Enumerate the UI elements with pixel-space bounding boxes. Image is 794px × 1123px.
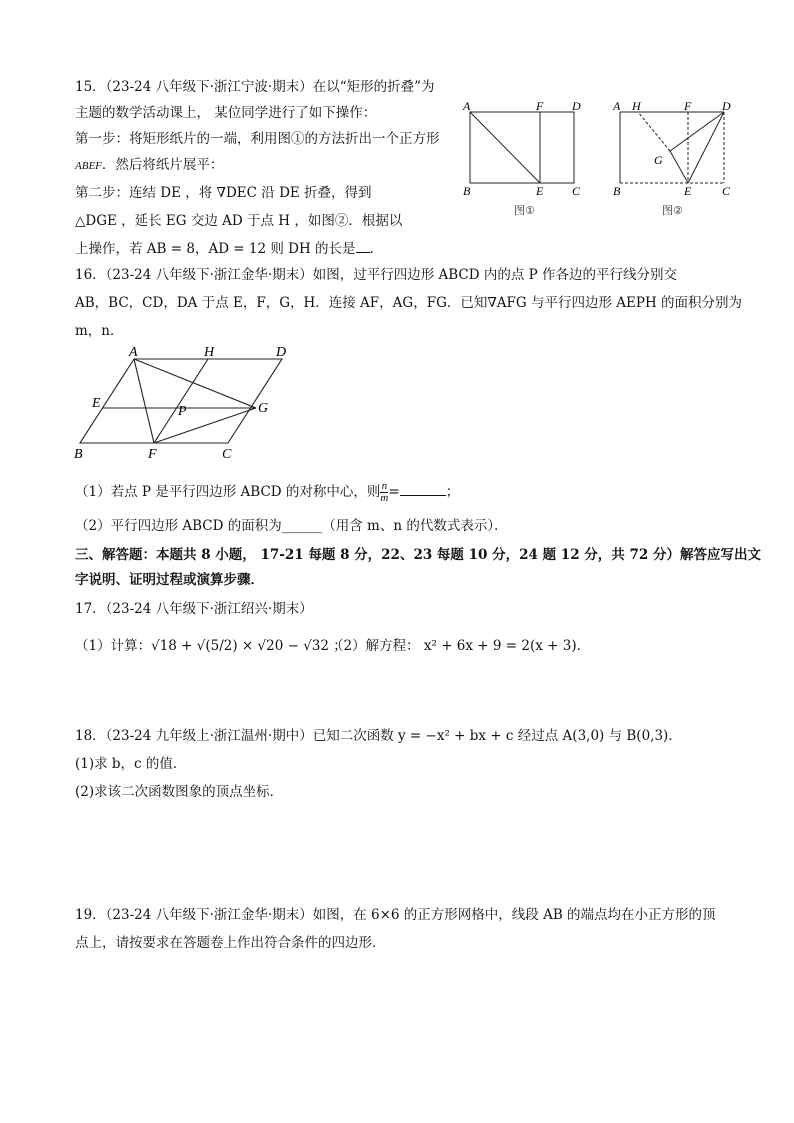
q18-part-1: (1)求 b，c 的值． — [75, 756, 187, 772]
fig1-rect-top — [470, 112, 574, 183]
q17-part-1: （1）计算：√18 + √(5/2) × √20 − √32 ； — [75, 638, 347, 654]
fig2-label-h: H — [632, 99, 641, 113]
q16-sub-1 — [75, 481, 459, 504]
q16-label-c: C — [222, 447, 232, 462]
q16-sub-2: （2）平行四边形 ABCD 的面积为______（用含 m、n 的代数式表示）． — [75, 518, 508, 534]
q16-line-af — [134, 359, 154, 443]
q16-label-d: D — [276, 345, 287, 360]
q16-figure — [70, 344, 300, 462]
q16-sub-1-end: ； — [445, 484, 460, 500]
q16-label-a: A — [129, 345, 138, 360]
q16-line-2: AB，BC，CD，DA 于点 E，F，G，H．连接 AF，AG，FG．已知∇AFG 与平行四边形 AEPH 的面积分别为 — [75, 295, 743, 311]
q19-line-1: 19．（23-24 八年级下·浙江金华·期末）如图，在 6×6 的正方形网格中，线段 AB 的端点均在小正方形的顶 — [75, 907, 716, 923]
fig1-label-b: B — [463, 184, 471, 198]
fig2-label-c: C — [722, 184, 731, 198]
section-3-heading: 三、解答题：本题共 8 小题， 17-21 每题 8 分，22、23 每题 10 分，24 题 12 分，共 72 分）解答应写出文 — [75, 547, 761, 563]
q16-label-p: P — [178, 404, 187, 419]
q16-line-1: 16．（23-24 八年级下·浙江金华·期末）如图，过平行四边形 ABCD 内的点 P 作各边的平行线分别交 — [75, 267, 678, 283]
q15-line-5: 第二步：连结 DE ，将 ∇DEC 沿 DE 折叠，得到 — [75, 185, 372, 201]
fig2-label-a: A — [613, 99, 621, 113]
q16-line-hf — [154, 359, 208, 443]
q15-figure-2-caption: 图② — [662, 204, 683, 217]
fig2-label-e: E — [684, 184, 692, 198]
fig1-label-e: E — [536, 184, 544, 198]
fig2-line-de — [688, 112, 724, 183]
q16-line-3: m，n． — [75, 323, 124, 339]
q15-answer-blank — [356, 240, 370, 253]
q15-square-name: ABEF — [75, 160, 102, 172]
q18-title: 18．（23-24 九年级上·浙江温州·期中）已知二次函数 y = −x² + bx + c 经过点 A(3,0) 与 B(0,3)． — [75, 728, 682, 744]
q16-label-g: G — [258, 401, 269, 416]
q16-answer-blank-1 — [400, 483, 446, 496]
fig1-label-a: A — [463, 99, 471, 113]
q15-line-3: 第一步：将矩形纸片的一端，利用图①的方法折出一个正方形 — [75, 131, 440, 147]
fig1-label-d: D — [572, 99, 581, 113]
q19-line-2: 点上，请按要求在答题卷上作出符合条件的四边形． — [75, 935, 386, 951]
q18-part-2: (2)求该二次函数图象的顶点坐标． — [75, 784, 284, 800]
q16-line-ag — [134, 359, 256, 408]
q16-line-fg — [154, 408, 256, 443]
fig2-label-f: F — [684, 99, 692, 113]
q15-line-7-end: ． — [369, 241, 384, 257]
q15-line-2: 主题的数学活动课上， 某位同学进行了如下操作： — [75, 105, 377, 121]
q15-line-4-text: ．然后将纸片展平： — [101, 157, 224, 173]
fig1-diagonal — [470, 112, 540, 183]
fig2-label-d: D — [722, 99, 731, 113]
q15-line-1: 15．（23-24 八年级下·浙江宁波·期末）在以“矩形的折叠”为 — [75, 79, 435, 95]
q15-line-4 — [75, 156, 223, 175]
q17-part-2: （2）解方程： x² + 6x + 9 = 2(x + 3)． — [330, 638, 591, 654]
q17-title: 17．（23-24 八年级下·浙江绍兴·期末） — [75, 601, 313, 617]
q16-label-e: E — [92, 396, 101, 411]
q15-line-7 — [75, 240, 383, 258]
fig2-line-gd — [670, 112, 724, 151]
q15-line-7-text: 上操作，若 AB = 8，AD = 12 则 DH 的长是 — [75, 241, 356, 257]
fig2-label-b: B — [613, 184, 621, 198]
fig2-label-g: G — [654, 153, 663, 167]
q16-label-h: H — [204, 345, 215, 360]
q16-fraction-numerator: n — [381, 480, 388, 492]
fig1-label-c: C — [572, 184, 581, 198]
q15-figure-2 — [608, 96, 738, 216]
q15-figure-1 — [458, 96, 588, 216]
q16-label-f: F — [148, 447, 157, 462]
q15-line-6: △DGE ，延长 EG 交边 AD 于点 H ，如图②．根据以 — [75, 213, 403, 229]
fig1-label-f: F — [536, 99, 544, 113]
q16-equals: = — [388, 484, 400, 500]
fig2-line-gh — [638, 112, 670, 151]
q16-label-b: B — [74, 447, 83, 462]
q16-fraction-denominator: m — [380, 492, 389, 504]
fig2-line-eg — [670, 151, 688, 183]
q15-figure-1-caption: 图① — [514, 204, 535, 217]
section-3-heading-cont: 字说明、证明过程或演算步骤． — [75, 572, 264, 588]
q16-sub-1-text: （1）若点 P 是平行四边形 ABCD 的对称中心，则 — [75, 484, 381, 500]
